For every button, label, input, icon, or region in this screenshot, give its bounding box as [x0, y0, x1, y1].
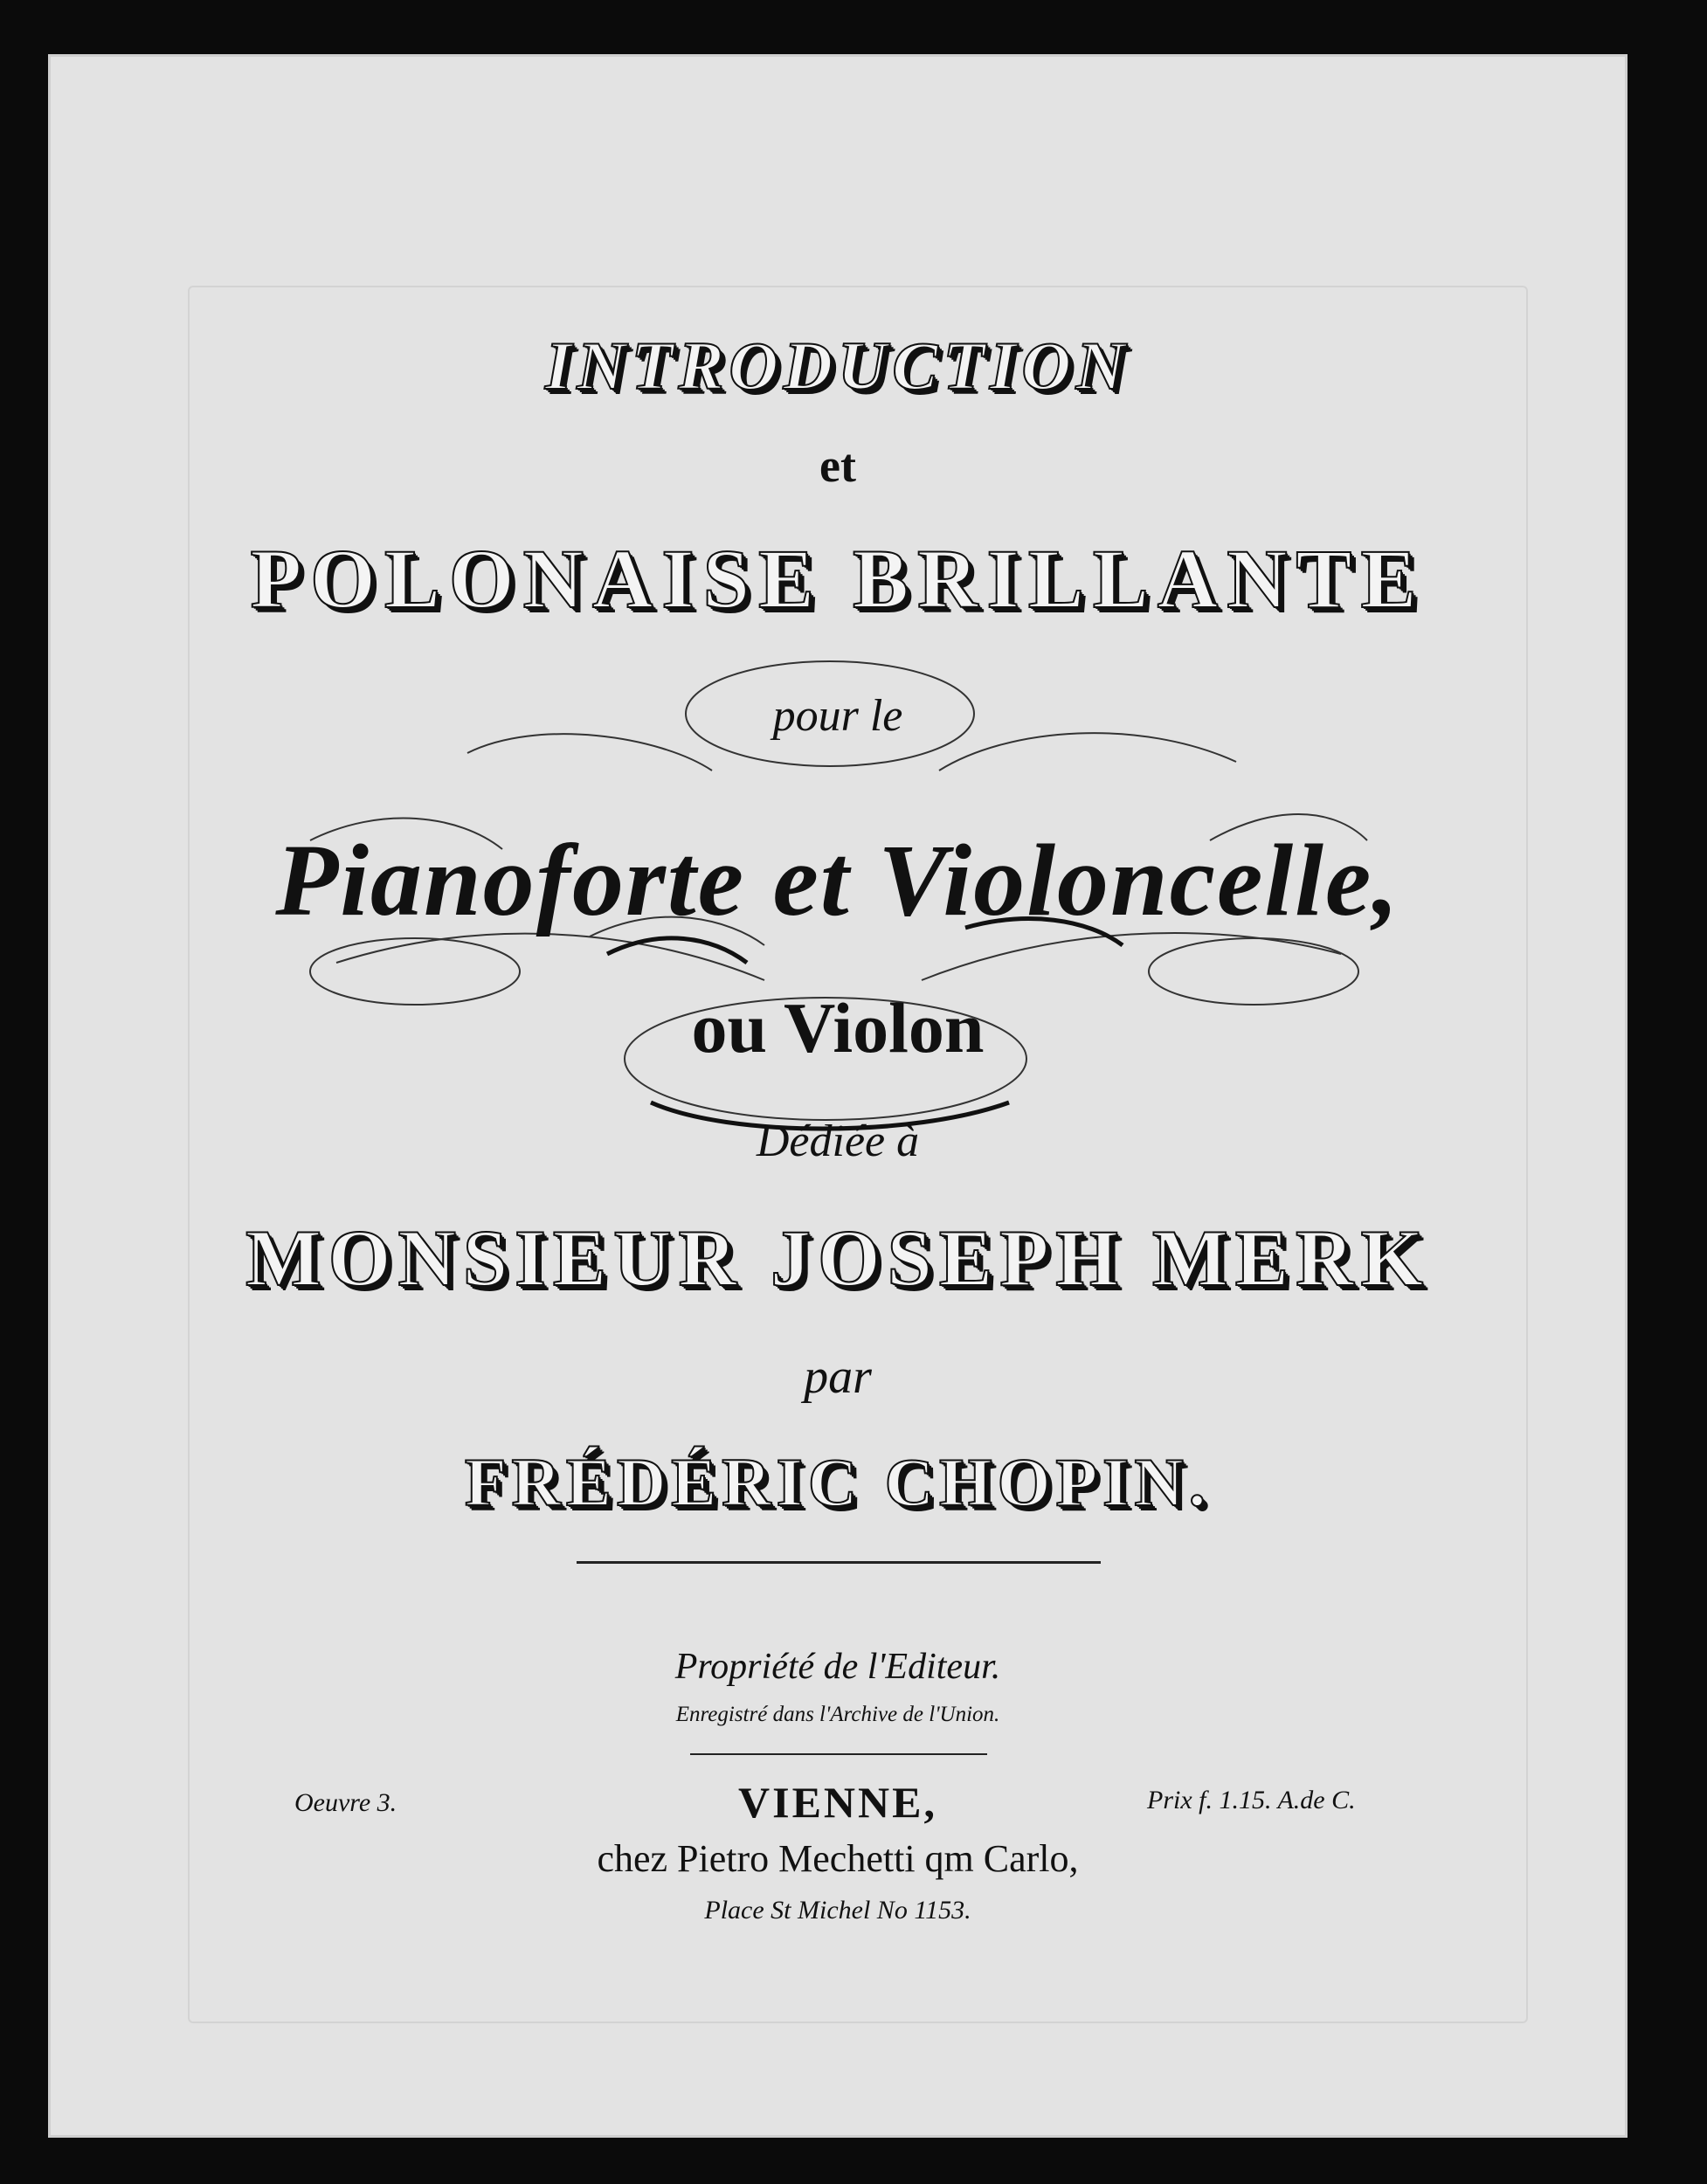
pour-le-text: pour le [772, 691, 903, 741]
par-text: par [804, 1350, 872, 1404]
title-connector: et [819, 439, 856, 492]
dedicatee-name: MONSIEUR JOSEPH MERK [245, 1213, 1431, 1303]
imprint-publisher: chez Pietro Mechetti qm Carlo, [597, 1837, 1079, 1880]
title-line-1: INTRODUCTION [544, 328, 1131, 404]
title-page [48, 54, 1628, 2138]
divider-rule-short [690, 1753, 987, 1755]
rights-line-1: Propriété de l'Editeur. [674, 1647, 1001, 1687]
opus-number: Oeuvre 3. [294, 1788, 397, 1817]
dedication-label: Dédiée à [756, 1116, 920, 1166]
imprint-address: Place St Michel No 1153. [704, 1896, 971, 1925]
divider-rule [577, 1561, 1101, 1564]
rights-line-2: Enregistré dans l'Archive de l'Union. [675, 1703, 1000, 1726]
alternative-instrument: ou Violon [691, 988, 985, 1068]
price-text: Prix f. 1.15. A.de C. [1147, 1786, 1356, 1814]
imprint-city: VIENNE, [738, 1778, 937, 1827]
instrumentation-text: Pianoforte et Violoncelle, [275, 823, 1400, 937]
composer-name: FRÉDÉRIC CHOPIN. [464, 1444, 1212, 1520]
title-line-2: POLONAISE BRILLANTE [250, 532, 1426, 625]
